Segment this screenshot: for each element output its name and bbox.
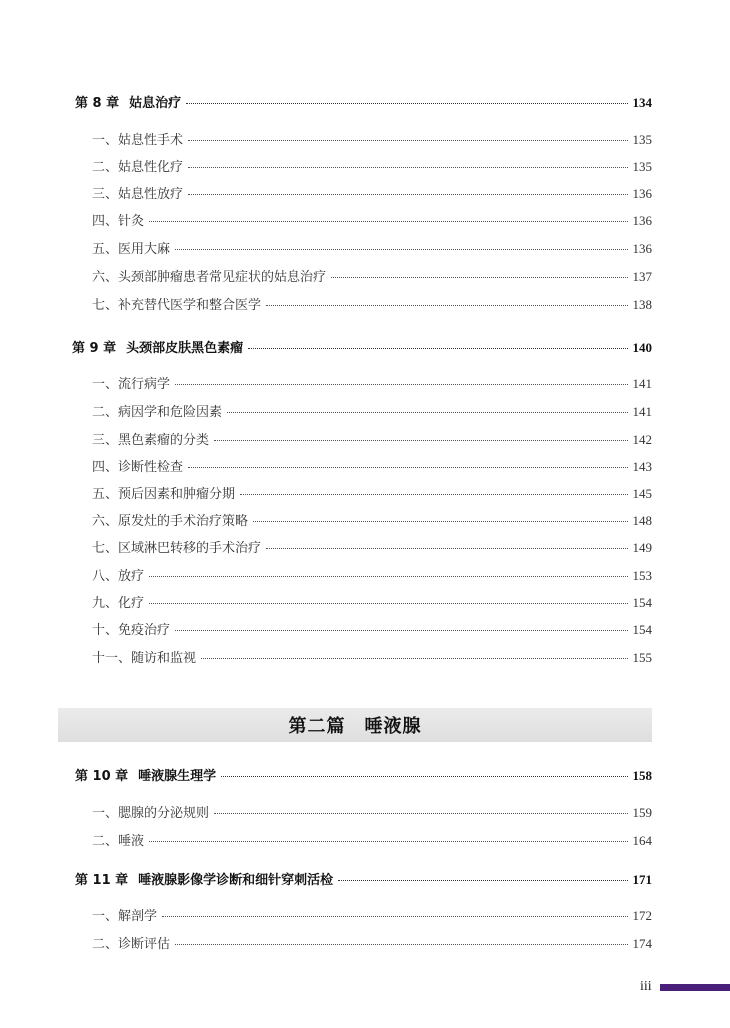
page-number: 158 bbox=[632, 768, 652, 783]
page-number: 137 bbox=[632, 269, 652, 284]
page-number: 145 bbox=[632, 486, 652, 501]
leader-dots bbox=[162, 916, 627, 917]
leader-dots bbox=[188, 194, 627, 195]
section-title: 八、放疗 bbox=[92, 569, 145, 584]
section-title: 二、唾液 bbox=[92, 834, 145, 849]
section-entry[interactable] bbox=[92, 537, 652, 556]
chapter-label: 第 9 章 bbox=[72, 341, 117, 356]
leader-dots bbox=[227, 412, 627, 413]
page-number: 153 bbox=[632, 568, 652, 583]
leader-dots bbox=[331, 277, 627, 278]
section-entry[interactable] bbox=[92, 592, 652, 611]
section-entry[interactable] bbox=[92, 483, 652, 502]
page-number: 155 bbox=[632, 650, 652, 665]
leader-dots bbox=[188, 140, 627, 141]
section-title: 五、预后因素和肿瘤分期 bbox=[92, 487, 236, 502]
section-entry[interactable] bbox=[92, 510, 652, 529]
leader-dots bbox=[214, 440, 627, 441]
section-entry[interactable] bbox=[92, 238, 652, 257]
chapter-8-entry[interactable] bbox=[75, 92, 652, 111]
page-number: 135 bbox=[632, 132, 652, 147]
page-number: 154 bbox=[632, 622, 652, 637]
leader-dots bbox=[338, 880, 627, 881]
section-title: 三、黑色素瘤的分类 bbox=[92, 433, 210, 448]
section-title: 七、区域淋巴转移的手术治疗 bbox=[92, 541, 262, 556]
leader-dots bbox=[175, 944, 627, 945]
page-number: 164 bbox=[632, 833, 652, 848]
section-title: 一、腮腺的分泌规则 bbox=[92, 806, 210, 821]
page-number: 174 bbox=[632, 936, 652, 951]
chapter-label: 第 10 章 bbox=[75, 769, 129, 784]
section-title: 六、原发灶的手术治疗策略 bbox=[92, 514, 249, 529]
section-title: 三、姑息性放疗 bbox=[92, 187, 184, 202]
section-title: 十、免疫治疗 bbox=[92, 623, 171, 638]
section-entry[interactable] bbox=[92, 429, 652, 448]
section-title: 七、补充替代医学和整合医学 bbox=[92, 298, 262, 313]
page-number: 142 bbox=[632, 432, 652, 447]
page-number: 141 bbox=[632, 376, 652, 391]
section-title: 四、针灸 bbox=[92, 214, 145, 229]
leader-dots bbox=[149, 603, 627, 604]
page-number: 135 bbox=[632, 159, 652, 174]
leader-dots bbox=[149, 221, 627, 222]
section-entry[interactable] bbox=[92, 210, 652, 229]
leader-dots bbox=[201, 658, 627, 659]
part-heading bbox=[58, 708, 652, 742]
leader-dots bbox=[221, 776, 627, 777]
section-entry[interactable] bbox=[92, 129, 652, 148]
chapter-10-entry[interactable] bbox=[75, 765, 652, 784]
page-number: 159 bbox=[632, 805, 652, 820]
section-entry[interactable] bbox=[92, 156, 652, 175]
section-entry[interactable] bbox=[92, 802, 652, 821]
chapter-title: 唾液腺影像学诊断和细针穿刺活检 bbox=[138, 873, 334, 888]
section-entry[interactable] bbox=[92, 565, 652, 584]
page-number: 138 bbox=[632, 297, 652, 312]
page-number: 140 bbox=[632, 340, 652, 355]
chapter-title: 姑息治疗 bbox=[129, 96, 182, 111]
footer-accent-bar bbox=[660, 984, 730, 991]
page-number: 171 bbox=[632, 872, 652, 887]
chapter-label: 第 11 章 bbox=[75, 873, 129, 888]
chapter-title: 唾液腺生理学 bbox=[138, 769, 217, 784]
section-title: 一、姑息性手术 bbox=[92, 133, 184, 148]
leader-dots bbox=[188, 467, 627, 468]
chapter-title: 头颈部皮肤黑色素瘤 bbox=[126, 341, 244, 356]
page-number: 149 bbox=[632, 540, 652, 555]
leader-dots bbox=[188, 167, 627, 168]
leader-dots bbox=[214, 813, 627, 814]
section-title: 一、解剖学 bbox=[92, 909, 158, 924]
leader-dots bbox=[266, 305, 627, 306]
section-entry[interactable] bbox=[92, 933, 652, 952]
leader-dots bbox=[186, 103, 627, 104]
section-entry[interactable] bbox=[92, 266, 652, 285]
section-title: 四、诊断性检查 bbox=[92, 460, 184, 475]
section-title: 九、化疗 bbox=[92, 596, 145, 611]
leader-dots bbox=[149, 841, 627, 842]
section-entry[interactable] bbox=[92, 373, 652, 392]
chapter-label: 第 8 章 bbox=[75, 96, 120, 111]
footer-page-number: iii bbox=[640, 979, 652, 994]
section-entry[interactable] bbox=[92, 619, 652, 638]
leader-dots bbox=[175, 249, 627, 250]
section-entry[interactable] bbox=[92, 183, 652, 202]
section-entry[interactable] bbox=[92, 830, 652, 849]
page-number: 143 bbox=[632, 459, 652, 474]
leader-dots bbox=[253, 521, 627, 522]
page-number: 136 bbox=[632, 213, 652, 228]
section-title: 十一、随访和监视 bbox=[92, 651, 197, 666]
page-number: 141 bbox=[632, 404, 652, 419]
page-number: 136 bbox=[632, 186, 652, 201]
chapter-9-entry[interactable] bbox=[72, 337, 652, 356]
leader-dots bbox=[240, 494, 627, 495]
section-entry[interactable] bbox=[92, 456, 652, 475]
leader-dots bbox=[266, 548, 627, 549]
section-entry[interactable] bbox=[92, 401, 652, 420]
section-title: 五、医用大麻 bbox=[92, 242, 171, 257]
page-number: 154 bbox=[632, 595, 652, 610]
section-title: 二、诊断评估 bbox=[92, 937, 171, 952]
section-title: 二、病因学和危险因素 bbox=[92, 405, 223, 420]
leader-dots bbox=[248, 348, 627, 349]
page-number: 148 bbox=[632, 513, 652, 528]
page-number: 172 bbox=[632, 908, 652, 923]
leader-dots bbox=[175, 630, 627, 631]
section-entry[interactable] bbox=[92, 647, 652, 666]
section-title: 一、流行病学 bbox=[92, 377, 171, 392]
chapter-11-entry[interactable] bbox=[75, 869, 652, 888]
page-number: 136 bbox=[632, 241, 652, 256]
leader-dots bbox=[175, 384, 627, 385]
section-entry[interactable] bbox=[92, 294, 652, 313]
section-title: 二、姑息性化疗 bbox=[92, 160, 184, 175]
page-number: 134 bbox=[632, 95, 652, 110]
section-title: 六、头颈部肿瘤患者常见症状的姑息治疗 bbox=[92, 270, 327, 285]
section-entry[interactable] bbox=[92, 905, 652, 924]
leader-dots bbox=[149, 576, 627, 577]
part-title: 第二篇 唾液腺 bbox=[288, 716, 422, 737]
